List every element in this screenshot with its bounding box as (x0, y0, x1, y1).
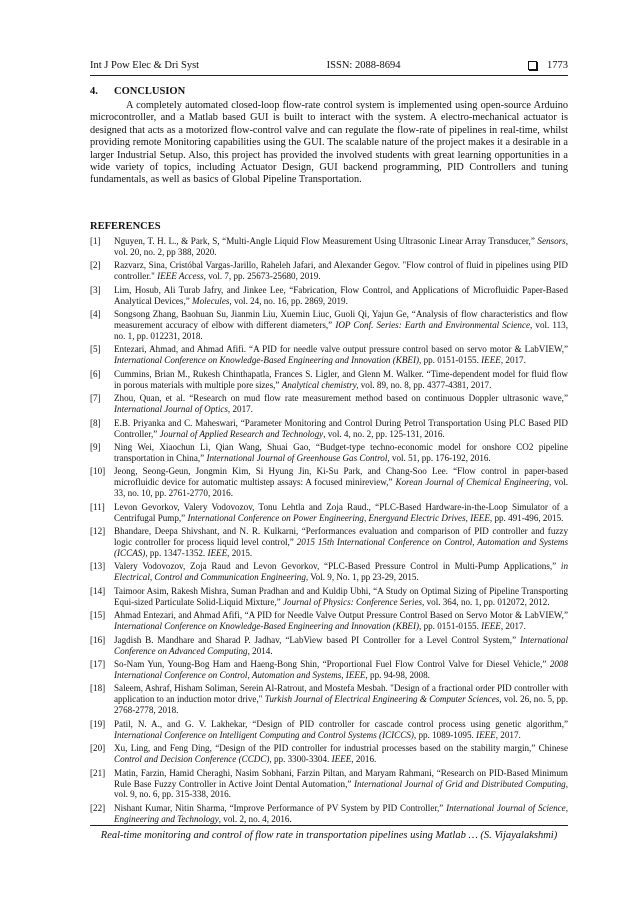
reference-text (114, 561, 568, 583)
reference-italic-segment: Control and Decision Conference (CCDC) (114, 754, 270, 765)
reference-italic-segment: IEEE (481, 621, 501, 632)
reference-segment: Songsong Zhang, Baohuan Su, Jianmin Liu, Xuemin Liuc, Guoli Qi, Yajun Ge, “Analysis of flow characteristics and flow measurement accuracy of elbow with different diameters,” (114, 309, 568, 330)
reference-segment: Matin, Farzin, Hamid Cheraghi, Nasim Sobhani, Farzin Piltan, and Maryam Rahmani, “Research on PID-Based Minimum Rule Base Fuzzy Controller in Active Joint Dental Automation,” (114, 767, 568, 789)
reference-segment: , vol. 24, no. 16, pp. 2869, 2019. (229, 295, 348, 306)
running-footer: Real-time monitoring and control of flow rate in transportation pipelines using Matlab … (S. Vijayalakshmi) (100, 830, 558, 841)
reference-text (114, 344, 568, 366)
reference-segment: vol. 89, no. 8, pp. 4377-4381, 2017. (358, 379, 492, 390)
reference-segment: , Vol. 9, No. 1, pp 23-29, 2015. (305, 572, 419, 583)
reference-number: [18] (90, 683, 106, 694)
reference-number: [11] (90, 501, 105, 512)
footer-rule (90, 825, 568, 826)
reference-italic-segment: 2008 International Conference on Control, Automation and Systems (114, 659, 568, 680)
reference-item (90, 683, 568, 716)
reference-number: [6] (90, 368, 101, 379)
reference-text (114, 803, 568, 825)
reference-segment: Patil, N. A., and G. V. Lakhekar, “Design of PID controller for cascade control process using genetic algorithm,” (114, 718, 568, 729)
reference-italic-segment: Turkish Journal of Electrical Engineering & Computer Sciences, (264, 694, 502, 705)
reference-italic-segment: Korean Journal of Chemical Engineering, (395, 477, 552, 488)
reference-italic-segment: Analytical chemistry, (281, 379, 359, 390)
reference-italic-segment: International Journal of Science, Engineering and Technology (114, 802, 568, 824)
reference-number: [2] (90, 260, 101, 271)
issn: ISSN: 2088-8694 (326, 59, 401, 71)
reference-segment: Nguyen, T. H. L., & Park, S, “Multi-Angle Liquid Flow Measurement Using Ultrasonic Linear Array Transducer,” (114, 235, 538, 246)
reference-segment: Razvarz, Sina, Cristóbal Vargas-Jarillo, Raheleh Jafari, and Alexander Gegov. "Flow control of fluid in pipelines using PID controller." (114, 260, 568, 282)
reference-segment: , vol. 364, no. 1, pp. 012072, 2012. (422, 596, 550, 607)
reference-segment: Valery Vodovozov, Zoja Raud and Levon Gevorkov, “PLC-Based Pressure Control in Multi-Pump Applications,” (114, 561, 561, 572)
reference-number: [14] (90, 585, 106, 596)
reference-text (114, 683, 568, 716)
reference-text (114, 610, 568, 632)
reference-italic-segment: International Conference on Power Engineering, Energyand Electric Drives (187, 512, 466, 523)
reference-italic-segment: International Conference on Intelligent Computing and Control Systems (ICICCS) (114, 729, 414, 740)
reference-item (90, 610, 568, 632)
reference-item (90, 526, 568, 559)
reference-item (90, 369, 568, 391)
reference-italic-segment: IOP Conf. Series: Earth and Environmental Science (335, 319, 531, 330)
reference-italic-segment: Sensors (537, 235, 566, 246)
reference-text (114, 260, 568, 282)
reference-italic-segment: IEEE (331, 754, 352, 765)
reference-italic-segment: International Journal of Optics, (114, 404, 231, 415)
reference-number: [3] (90, 284, 101, 295)
reference-italic-segment: IEEE (345, 669, 366, 680)
reference-italic-segment: International Conference on Knowledge-Based Engineering and Innovation (KBEI) (114, 355, 420, 366)
section-heading (90, 86, 568, 97)
reference-italic-segment: IEEE (481, 355, 501, 366)
reference-segment: , pp. 491-496, 2015. (489, 512, 564, 523)
reference-number: [17] (90, 659, 106, 670)
reference-italic-segment: International Journal of Greenhouse Gas Control (206, 452, 388, 463)
reference-number: [9] (90, 442, 101, 452)
reference-segment: 2017. (230, 404, 253, 415)
reference-number: [15] (90, 610, 106, 621)
reference-segment: , 2016. (351, 754, 377, 765)
reference-text (114, 743, 568, 765)
reference-italic-segment: Journal of Applied Research and Technology (159, 428, 324, 439)
reference-number: [20] (90, 743, 106, 754)
reference-italic-segment: IEEE (476, 729, 496, 740)
reference-segment: , vol. 7, pp. 25673-25680, 2019. (203, 271, 321, 282)
page-number-group (528, 60, 568, 71)
references-heading: REFERENCES (90, 220, 161, 232)
square-box-icon (528, 61, 537, 70)
reference-segment: vol. 26, no. 5, pp. 2768-2778, 2018. (114, 694, 568, 716)
reference-italic-segment: in Electrical, Control and Communication Engineering (114, 561, 568, 583)
reference-text (114, 526, 568, 559)
reference-number: [16] (90, 634, 106, 645)
reference-segment: Levon Gevorkov, Valery Vodovozov, Tonu Lehtla and Zoja Raud., “PLC-Based Hardware-in-the-Loop Simulator of a Centrifugal Pump,” (114, 501, 568, 523)
reference-segment: , pp. 0151-0155. (419, 355, 482, 366)
reference-text (114, 285, 568, 307)
reference-text (114, 719, 568, 741)
main-content (90, 86, 568, 827)
reference-text (114, 586, 568, 608)
reference-segment: vol. 33, no. 10, pp. 2761-2770, 2016. (114, 477, 568, 499)
reference-item (90, 719, 568, 741)
reference-segment: , vol. 51, pp. 176-192, 2016. (387, 452, 491, 463)
reference-number: [7] (90, 393, 101, 404)
reference-number: [21] (90, 767, 106, 778)
section-title: CONCLUSION (114, 86, 186, 97)
reference-segment: , vol. 2, no. 4, 2016. (218, 813, 292, 824)
reference-segment: , vol. 20, no. 2, pp 388, 2020. (114, 235, 568, 257)
reference-item (90, 236, 568, 258)
reference-segment: Lim, Hosub, Ali Turab Jafry, and Jinkee Lee, “Fabrication, Flow Control, and Applications of Microfluidic Paper-Based Analytical Devices,” (114, 284, 568, 306)
reference-italic-segment: Journal of Physics: Conference Series (282, 596, 423, 607)
reference-segment: , 2017. (500, 355, 526, 366)
reference-segment: Xu, Ling, and Feng Ding, “Design of the PID controller for industrial processes based on the stability margin,” Chinese (114, 743, 568, 754)
reference-text (114, 369, 568, 391)
journal-name: Int J Pow Elec & Dri Syst (90, 59, 200, 71)
reference-segment: , (465, 512, 471, 523)
header-rule (90, 75, 568, 76)
reference-text (114, 466, 568, 499)
reference-italic-segment: Molecules (192, 295, 230, 306)
reference-segment: Ahmad Entezari, and Ahmad Afifi, “A PID for Needle Valve Output Pressure Control Based on Servo Motor & LabVIEW,” (114, 610, 568, 621)
reference-item (90, 635, 568, 657)
reference-segment: Zhou, Quan, et al. “Research on mud flow rate measurement method based on continuous Doppler ultrasonic wave,” (114, 393, 568, 404)
reference-segment: , pp. 94-98, 2008. (365, 669, 430, 680)
reference-text (114, 659, 568, 681)
reference-item (90, 768, 568, 801)
reference-number: [8] (90, 417, 101, 428)
reference-number: [1] (90, 235, 101, 246)
reference-text (114, 393, 568, 415)
reference-segment: , pp. 1089-1095. (413, 729, 477, 740)
reference-segment: Bhandare, Deepa Shivshant, and N. R. Kulkarni, “Performances evaluation and comparison of PID controller and fuzzy logic controller for process liquid level control,” (114, 526, 568, 548)
reference-number: [12] (90, 526, 106, 537)
reference-number: [22] (90, 802, 106, 813)
reference-italic-segment: IEEE Access (157, 271, 204, 282)
reference-item (90, 285, 568, 307)
reference-italic-segment: International Conference on Knowledge-Based Engineering and Innovation (KBEI) (114, 621, 420, 632)
reference-item (90, 659, 568, 681)
reference-italic-segment: International Journal of Grid and Distributed Computing, (354, 778, 568, 789)
reference-item (90, 442, 568, 464)
reference-text (114, 442, 568, 464)
reference-segment: , (341, 669, 346, 680)
reference-number: [19] (90, 718, 106, 729)
section-number: 4. (90, 86, 98, 97)
reference-italic-segment: 2015 15th International Conference on Control, Automation and Systems (ICCAS) (114, 537, 568, 558)
reference-segment: Jeong, Seong-Geun, Jongmin Kim, Si Hyung Jin, Ki-Su Park, and Chang-Soo Lee. “Flow control in paper-based microfluidic device for automatic multistep assays: A focused minireview,” (114, 466, 568, 488)
reference-segment: vol. 9, no. 6, pp. 315-338, 2016. (114, 789, 231, 800)
reference-text (114, 236, 568, 258)
reference-italic-segment: IEEE (207, 547, 228, 558)
conclusion-paragraph: A completely automated closed-loop flow-rate control system is implemented using open-source Arduino microcontroller, and a Matlab based GUI is built to interact with the system. A electro-mechanical actuator is designed that acts as a motorized flow-control valve and can regulate the flow-rate of pipelines in real-time, whilst providing remote Monitoring capabilities using the GUI. The scalable nature of the project makes it a desirable in a larger Industrial Setup. Also, this project has provided the involved students with great learning opportunities in a wide variety of topics, including Actuator Design, GUI backend programming, PID Controllers and tuning fundamentals, as well as basics of Global Pipeline Transportation. (90, 100, 568, 186)
reference-number: [4] (90, 309, 101, 320)
reference-number: [13] (90, 561, 106, 572)
reference-segment: , vol. 4, no. 2, pp. 125-131, 2016. (323, 428, 445, 439)
reference-item (90, 260, 568, 282)
reference-item (90, 561, 568, 583)
reference-number: [5] (90, 344, 101, 355)
reference-segment: So-Nam Yun, Young-Bog Ham and Haeng-Bong Shin, “Proportional Fuel Flow Control Valve for Diesel Vehicle,” (114, 659, 550, 670)
reference-text (114, 635, 568, 657)
reference-text (114, 418, 568, 440)
reference-segment: Entezari, Ahmad, and Ahmad Afifi. “A PID for needle valve output pressure control based on servo motor & LabVIEW,” (114, 344, 568, 355)
reference-segment: Taimoor Asim, Rakesh Mishra, Suman Pradhan and and Kuldip Ubhi, “A Study on Optimal Sizing of Pipeline Transporting Equi-sized Particulate Solid-Liquid Mixture,” (114, 585, 568, 607)
reference-text (114, 768, 568, 801)
page-number: 1773 (547, 59, 568, 71)
reference-item (90, 309, 568, 342)
reference-segment: Saleem, Ashraf, Hisham Soliman, Serein Al-Ratrout, and Mostefa Mesbah. "Design of a fractional order PID controller with application to an induction motor drive," (114, 683, 568, 705)
reference-text (114, 309, 568, 342)
reference-item (90, 466, 568, 499)
reference-segment: , 2017. (500, 621, 526, 632)
reference-segment: , pp. 3300-3304. (269, 754, 332, 765)
reference-item (90, 502, 568, 524)
reference-item (90, 586, 568, 608)
reference-segment: , 2015. (227, 547, 253, 558)
reference-segment: Jagdish B. Mandhare and Sharad P. Jadhav, “LabView based PI Controller for a Level Control System,” (114, 634, 520, 645)
reference-italic-segment: IEEE (470, 512, 490, 523)
reference-item (90, 418, 568, 440)
reference-item (90, 344, 568, 366)
reference-segment: Cummins, Brian M., Rukesh Chinthapatla, Frances S. Ligler, and Glenn M. Walker. “Time-dependent model for fluid flow in porous materials with multiple pore sizes,” (114, 368, 568, 390)
reference-number: [10] (90, 466, 106, 477)
reference-text (114, 502, 568, 524)
reference-segment: , pp. 0151-0155. (419, 621, 482, 632)
reference-segment: E.B. Priyanka and C. Maheswari, “Parameter Monitoring and Control During Petrol Transportation Using PLC Based PID Controller,” (114, 417, 568, 439)
reference-segment: Ning Wei, Xiaochun Li, Qian Wang, Shuai Gao, “Budget-type techno-economic model for onshore CO2 pipeline transportation in China,” (114, 442, 568, 463)
reference-list (90, 236, 568, 825)
reference-item (90, 743, 568, 765)
reference-item (90, 393, 568, 415)
reference-segment: , 2014. (247, 645, 273, 656)
reference-item (90, 803, 568, 825)
running-header (90, 56, 568, 74)
reference-segment: , pp. 1347-1352. (145, 547, 208, 558)
reference-italic-segment: International Conference on Advanced Computing (114, 634, 568, 656)
reference-segment: , 2017. (495, 729, 521, 740)
reference-segment: , vol. 113, no. 1, pp. 012231, 2018. (114, 319, 568, 341)
reference-segment: Nishant Kumar, Nitin Sharma, “Improve Performance of PV System by PID Controller,” (114, 802, 447, 813)
